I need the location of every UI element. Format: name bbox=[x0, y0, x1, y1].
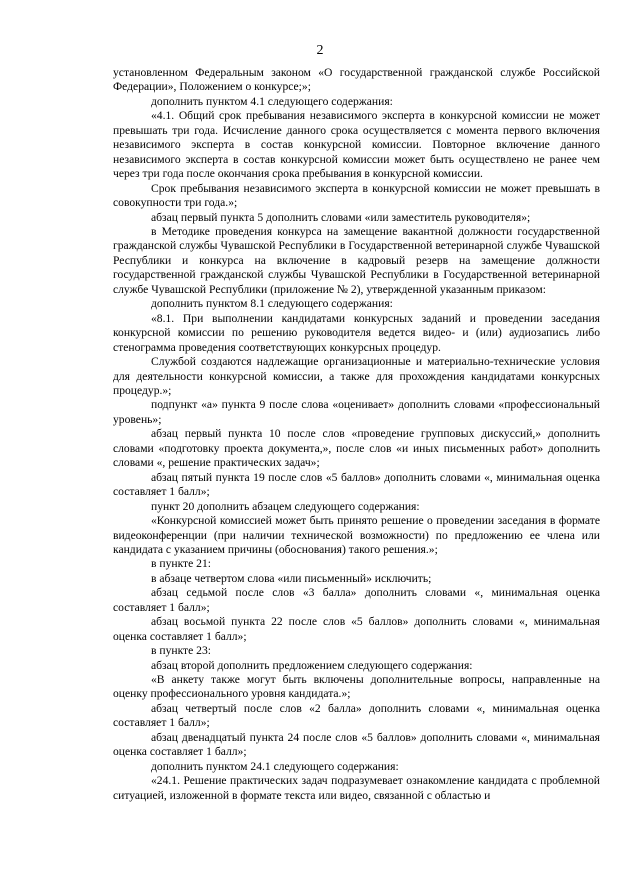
paragraph: в абзаце четвертом слова «или письменный» исключить; bbox=[151, 571, 432, 585]
paragraph: «Конкурсной комиссией может быть принято решение о проведении заседания в формате видеоконференции (при наличии технической возможности) по предложению ее члена или кандидата с указанием причины (обоснования) такого решения.»; bbox=[113, 514, 600, 556]
paragraph: «24.1. Решение практических задач подразумевает ознакомление кандидата с проблемной ситуацией, изложенной в формате текста или видео, связанной с областью и bbox=[113, 774, 600, 802]
paragraph: абзац пятый пункта 19 после слов «5 баллов» дополнить словами «, минимальная оценка составляет 1 балл»; bbox=[113, 470, 600, 499]
paragraph: в Методике проведения конкурса на замещение вакантной должности государственной гражданской службы Чувашской Республики в Государственной ветеринарной службе Чувашской Республики и конкурса на включение в кадровый резерв на замещение должности государственной гражданской службы Чувашской Республики в Государственной ветеринарной службе Чувашской Республики (приложение № 2), утвержденной указанным приказом: bbox=[113, 224, 600, 296]
paragraph: дополнить пунктом 4.1 следующего содержания: bbox=[151, 94, 393, 108]
document-body bbox=[113, 66, 600, 803]
paragraph: установленном Федеральным законом «О государственной гражданской службе Российской Федерации», Положением о конкурсе;»; bbox=[113, 66, 600, 94]
paragraph: в пункте 23: bbox=[151, 644, 211, 658]
paragraph: в пункте 21: bbox=[151, 557, 211, 571]
paragraph: абзац первый пункта 5 дополнить словами «или заместитель руководителя»; bbox=[151, 210, 531, 224]
paragraph: «4.1. Общий срок пребывания независимого эксперта в конкурсной комиссии не может превышать три года. Исчисление данного срока осуществляется с момента первого включения независимого эксперта в состав конкурсной комиссии. Повторное включение данного независимого эксперта в состав конкурсной комиссии может быть осуществлено не ранее чем через три года после окончания срока пребывания в конкурсной комиссии. bbox=[113, 109, 600, 181]
page-number: 2 bbox=[316, 43, 324, 58]
paragraph: «В анкету также могут быть включены дополнительные вопросы, направленные на оценку профессионального уровня кандидата.»; bbox=[113, 673, 600, 701]
paragraph: «8.1. При выполнении кандидатами конкурсных заданий и проведении заседания конкурсной комиссии по решению руководителя ведется видео- и (или) аудиозапись либо стенограмма проведения соответствующих конкурсных процедур. bbox=[113, 311, 600, 354]
paragraph: подпункт «а» пункта 9 после слова «оценивает» дополнить словами «профессиональный уровень»; bbox=[113, 398, 600, 426]
paragraph: дополнить пунктом 24.1 следующего содержания: bbox=[151, 759, 399, 773]
paragraph: абзац первый пункта 10 после слов «проведение групповых дискуссий,» дополнить словами «подготовку проекта документа,», после слов «и иных письменных работ» дополнить словами «, решение практических задач»; bbox=[113, 427, 600, 470]
paragraph: абзац двенадцатый пункта 24 после слов «5 баллов» дополнить словами «, минимальная оценка составляет 1 балл»; bbox=[113, 730, 600, 759]
paragraph: Срок пребывания независимого эксперта в конкурсной комиссии не может превышать в совокупности три года.»; bbox=[113, 181, 600, 210]
paragraph: абзац второй дополнить предложением следующего содержания: bbox=[151, 658, 473, 672]
paragraph: абзац четвертый после слов «2 балла» дополнить словами «, минимальная оценка составляет 1 балл»; bbox=[113, 701, 600, 730]
paragraph: Службой создаются надлежащие организационные и материально-технические условия для деятельности конкурсной комиссии, а также для прохождения кандидатами конкурсных процедур.»; bbox=[113, 355, 600, 397]
paragraph: дополнить пунктом 8.1 следующего содержания: bbox=[151, 297, 393, 311]
paragraph: пункт 20 дополнить абзацем следующего содержания: bbox=[151, 499, 420, 513]
paragraph: абзац седьмой после слов «3 балла» дополнить словами «, минимальная оценка составляет 1 балл»; bbox=[113, 586, 600, 614]
paragraph: абзац восьмой пункта 22 после слов «5 баллов» дополнить словами «, минимальная оценка составляет 1 балл»; bbox=[113, 615, 600, 643]
